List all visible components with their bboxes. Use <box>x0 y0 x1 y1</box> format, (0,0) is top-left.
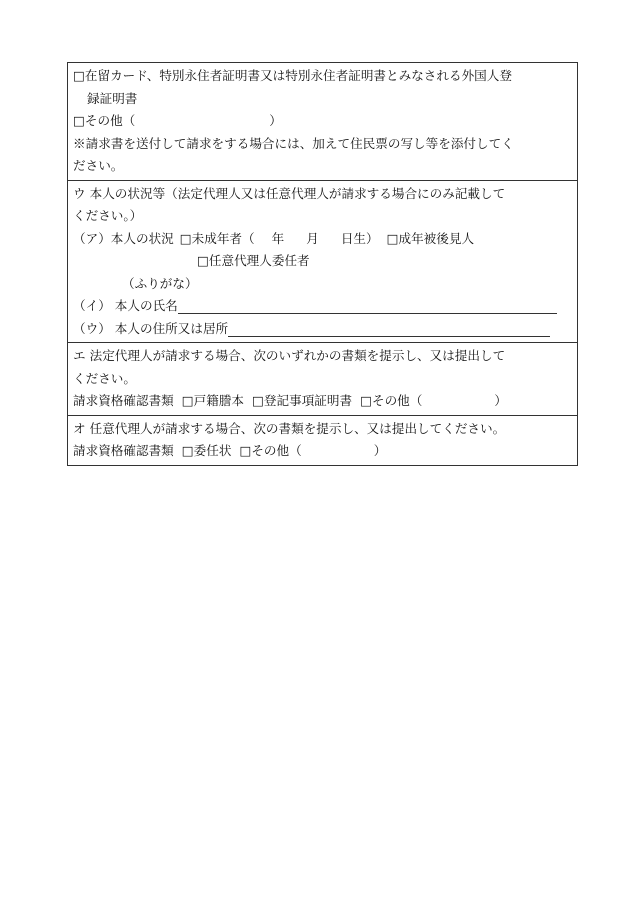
section-u-heading: ウ 本人の状況等（法定代理人又は任意代理人が請求する場合にのみ記載して <box>73 185 506 201</box>
family-register-checkbox[interactable]: □戸籍謄本 <box>181 393 245 408</box>
principal-status-label: （ア）本人の状況 <box>73 230 174 246</box>
birth-year-label: 年 <box>271 230 285 246</box>
birth-month-label: 月 <box>306 230 319 246</box>
other-doc-label: □その他（ <box>73 113 136 128</box>
section-o-voluntary-agent <box>68 415 577 465</box>
minor-checkbox[interactable]: □未成年者（ <box>179 230 255 246</box>
principal-status-row <box>73 228 573 251</box>
section-u-heading-cont: ください。） <box>73 208 143 223</box>
principal-name-field[interactable] <box>178 297 557 314</box>
principal-address-label: （ウ） 本人の住所又は居所 <box>73 320 229 336</box>
registry-certificate-checkbox[interactable]: □登記事項証明書 <box>252 393 353 408</box>
agent-principal-checkbox-line[interactable]: □任意代理人委任者 <box>197 253 310 268</box>
voluntary-agent-docs-label: 請求資格確認書類 <box>73 443 174 458</box>
section-e-heading-cont: ください。 <box>73 370 136 386</box>
power-of-attorney-checkbox[interactable]: □委任状 <box>181 443 232 458</box>
principal-address-row <box>73 318 573 341</box>
voluntary-agent-other-close: ） <box>373 443 387 458</box>
section-e-heading: エ 法定代理人が請求する場合、次のいずれかの書類を提示し、又は提出して <box>73 348 506 363</box>
residence-card-checkbox-line-cont: 録証明書 <box>87 90 138 106</box>
legal-agent-docs-label: 請求資格確認書類 <box>73 393 174 408</box>
mail-request-note: ※請求書を送付して請求をする場合には、加えて住民票の写し等を添付してく <box>73 135 514 151</box>
legal-agent-other-close: ） <box>494 393 507 408</box>
principal-name-row <box>73 295 573 318</box>
section-e-legal-agent <box>68 342 577 415</box>
other-doc-checkbox-line[interactable] <box>73 110 573 133</box>
voluntary-agent-other-checkbox[interactable]: □その他（ <box>239 443 302 458</box>
request-form-table <box>67 62 578 466</box>
principal-name-label: （イ） 本人の氏名 <box>73 298 178 313</box>
residence-card-checkbox-line[interactable]: □在留カード、特別永住者証明書又は特別永住者証明書とみなされる外国人登 <box>73 68 512 83</box>
voluntary-agent-docs-row <box>73 440 573 463</box>
birth-day-label: 日生） <box>340 230 379 246</box>
mail-request-note-cont: ださい。 <box>73 158 124 173</box>
other-doc-close: ） <box>269 113 282 128</box>
principal-address-field[interactable] <box>228 320 550 337</box>
section-o-heading: オ 任意代理人が請求する場合、次の書類を提示し、又は提出してください。 <box>73 420 506 436</box>
adult-ward-checkbox[interactable]: □成年被後見人 <box>386 230 475 246</box>
identity-document-section <box>68 63 577 180</box>
legal-agent-other-checkbox[interactable]: □その他（ <box>360 393 423 408</box>
furigana-label: （ふりがな） <box>122 275 198 291</box>
section-u-principal-status <box>68 180 577 343</box>
legal-agent-docs-row <box>73 390 573 413</box>
